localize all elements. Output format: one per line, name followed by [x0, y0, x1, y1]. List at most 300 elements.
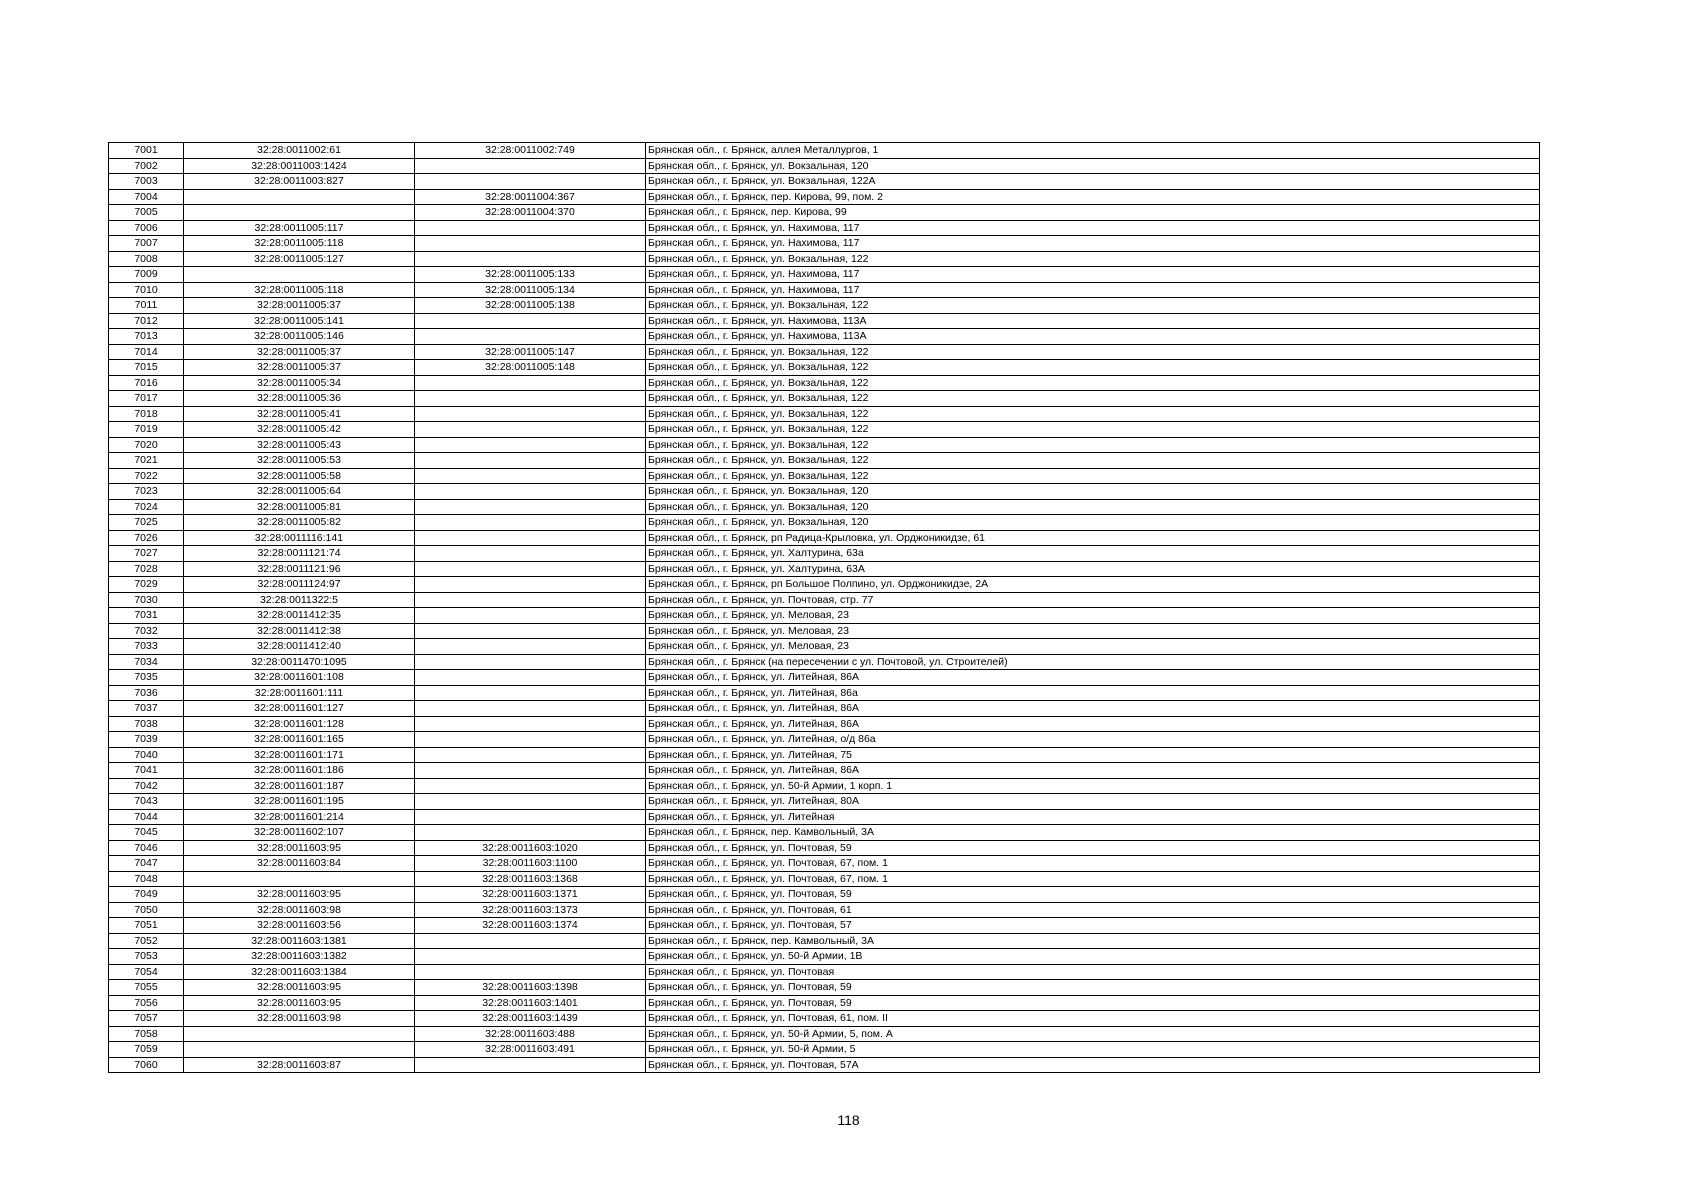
address-cell: Брянская обл., г. Брянск, ул. Вокзальная, 120 [646, 499, 1540, 515]
land-cadastral-number-cell: 32:28:0011601:165 [184, 732, 415, 748]
land-cadastral-number-cell: 32:28:0011002:61 [184, 143, 415, 159]
row-number-cell: 7006 [109, 220, 184, 236]
row-number-cell: 7050 [109, 902, 184, 918]
address-cell: Брянская обл., г. Брянск, пер. Камвольный, 3А [646, 825, 1540, 841]
object-cadastral-number-cell [415, 592, 646, 608]
table-row [109, 499, 1540, 515]
object-cadastral-number-cell [415, 422, 646, 438]
address-cell: Брянская обл., г. Брянск, ул. Нахимова, 117 [646, 267, 1540, 283]
table-row [109, 933, 1540, 949]
object-cadastral-number-cell: 32:28:0011005:147 [415, 344, 646, 360]
object-cadastral-number-cell [415, 313, 646, 329]
address-cell: Брянская обл., г. Брянск, ул. Литейная, 86А [646, 670, 1540, 686]
table-row [109, 592, 1540, 608]
table-row [109, 685, 1540, 701]
row-number-cell: 7031 [109, 608, 184, 624]
land-cadastral-number-cell: 32:28:0011603:84 [184, 856, 415, 872]
land-cadastral-number-cell: 32:28:0011005:117 [184, 220, 415, 236]
object-cadastral-number-cell [415, 158, 646, 174]
address-cell: Брянская обл., г. Брянск, ул. Литейная [646, 809, 1540, 825]
object-cadastral-number-cell: 32:28:0011005:148 [415, 360, 646, 376]
address-cell: Брянская обл., г. Брянск, ул. Вокзальная, 122 [646, 298, 1540, 314]
address-cell: Брянская обл., г. Брянск, ул. Нахимова, 113А [646, 313, 1540, 329]
row-number-cell: 7057 [109, 1011, 184, 1027]
table-row [109, 825, 1540, 841]
land-cadastral-number-cell [184, 1026, 415, 1042]
table-row [109, 546, 1540, 562]
row-number-cell: 7036 [109, 685, 184, 701]
object-cadastral-number-cell [415, 546, 646, 562]
address-cell: Брянская обл., г. Брянск, ул. Почтовая, 59 [646, 980, 1540, 996]
land-cadastral-number-cell: 32:28:0011603:95 [184, 980, 415, 996]
table-row [109, 608, 1540, 624]
land-cadastral-number-cell: 32:28:0011005:81 [184, 499, 415, 515]
land-cadastral-number-cell: 32:28:0011005:127 [184, 251, 415, 267]
table-row [109, 639, 1540, 655]
address-cell: Брянская обл., г. Брянск, ул. 50-й Армии, 5, пом. А [646, 1026, 1540, 1042]
row-number-cell: 7018 [109, 406, 184, 422]
table-row [109, 654, 1540, 670]
table-row [109, 856, 1540, 872]
land-cadastral-number-cell: 32:28:0011322:5 [184, 592, 415, 608]
row-number-cell: 7029 [109, 577, 184, 593]
address-cell: Брянская обл., г. Брянск, ул. Нахимова, 113А [646, 329, 1540, 345]
land-cadastral-number-cell: 32:28:0011601:187 [184, 778, 415, 794]
registry-table-body [109, 143, 1540, 1073]
row-number-cell: 7020 [109, 437, 184, 453]
object-cadastral-number-cell [415, 484, 646, 500]
row-number-cell: 7039 [109, 732, 184, 748]
land-cadastral-number-cell: 32:28:0011005:118 [184, 282, 415, 298]
object-cadastral-number-cell [415, 174, 646, 190]
land-cadastral-number-cell: 32:28:0011601:195 [184, 794, 415, 810]
object-cadastral-number-cell [415, 670, 646, 686]
land-cadastral-number-cell: 32:28:0011603:87 [184, 1057, 415, 1073]
address-cell: Брянская обл., г. Брянск, ул. Халтурина, 63а [646, 546, 1540, 562]
table-row [109, 205, 1540, 221]
address-cell: Брянская обл., г. Брянск, ул. Почтовая, 61, пом. II [646, 1011, 1540, 1027]
land-cadastral-number-cell: 32:28:0011603:1382 [184, 949, 415, 965]
address-cell: Брянская обл., г. Брянск (на пересечении с ул. Почтовой, ул. Строителей) [646, 654, 1540, 670]
address-cell: Брянская обл., г. Брянск, ул. Вокзальная, 120 [646, 158, 1540, 174]
address-cell: Брянская обл., г. Брянск, рп Радица-Крыловка, ул. Орджоникидзе, 61 [646, 530, 1540, 546]
address-cell: Брянская обл., г. Брянск, ул. Вокзальная, 120 [646, 515, 1540, 531]
address-cell: Брянская обл., г. Брянск, ул. Вокзальная, 122 [646, 391, 1540, 407]
row-number-cell: 7040 [109, 747, 184, 763]
land-cadastral-number-cell: 32:28:0011005:64 [184, 484, 415, 500]
address-cell: Брянская обл., г. Брянск, ул. Литейная, 75 [646, 747, 1540, 763]
address-cell: Брянская обл., г. Брянск, ул. Вокзальная, 122 [646, 251, 1540, 267]
row-number-cell: 7011 [109, 298, 184, 314]
row-number-cell: 7012 [109, 313, 184, 329]
object-cadastral-number-cell: 32:28:0011603:1020 [415, 840, 646, 856]
address-cell: Брянская обл., г. Брянск, аллея Металлургов, 1 [646, 143, 1540, 159]
row-number-cell: 7014 [109, 344, 184, 360]
table-row [109, 918, 1540, 934]
object-cadastral-number-cell: 32:28:0011004:370 [415, 205, 646, 221]
address-cell: Брянская обл., г. Брянск, ул. Меловая, 23 [646, 608, 1540, 624]
address-cell: Брянская обл., г. Брянск, ул. Нахимова, 117 [646, 236, 1540, 252]
object-cadastral-number-cell [415, 453, 646, 469]
row-number-cell: 7053 [109, 949, 184, 965]
row-number-cell: 7056 [109, 995, 184, 1011]
object-cadastral-number-cell [415, 499, 646, 515]
object-cadastral-number-cell [415, 406, 646, 422]
table-row [109, 143, 1540, 159]
object-cadastral-number-cell [415, 220, 646, 236]
address-cell: Брянская обл., г. Брянск, ул. Меловая, 23 [646, 639, 1540, 655]
object-cadastral-number-cell: 32:28:0011603:1100 [415, 856, 646, 872]
row-number-cell: 7049 [109, 887, 184, 903]
row-number-cell: 7046 [109, 840, 184, 856]
table-row [109, 623, 1540, 639]
land-cadastral-number-cell: 32:28:0011412:38 [184, 623, 415, 639]
row-number-cell: 7021 [109, 453, 184, 469]
address-cell: Брянская обл., г. Брянск, ул. Литейная, 80А [646, 794, 1540, 810]
table-row [109, 887, 1540, 903]
object-cadastral-number-cell [415, 639, 646, 655]
object-cadastral-number-cell: 32:28:0011603:1371 [415, 887, 646, 903]
object-cadastral-number-cell [415, 747, 646, 763]
land-cadastral-number-cell: 32:28:0011603:95 [184, 887, 415, 903]
row-number-cell: 7047 [109, 856, 184, 872]
address-cell: Брянская обл., г. Брянск, ул. Почтовая [646, 964, 1540, 980]
address-cell: Брянская обл., г. Брянск, ул. Вокзальная, 122 [646, 375, 1540, 391]
table-row [109, 251, 1540, 267]
address-cell: Брянская обл., г. Брянск, ул. Нахимова, 117 [646, 282, 1540, 298]
land-cadastral-number-cell: 32:28:0011121:96 [184, 561, 415, 577]
address-cell: Брянская обл., г. Брянск, ул. Почтовая, 67, пом. 1 [646, 856, 1540, 872]
address-cell: Брянская обл., г. Брянск, ул. 50-й Армии, 1В [646, 949, 1540, 965]
address-cell: Брянская обл., г. Брянск, ул. Вокзальная, 122 [646, 344, 1540, 360]
row-number-cell: 7008 [109, 251, 184, 267]
row-number-cell: 7010 [109, 282, 184, 298]
row-number-cell: 7026 [109, 530, 184, 546]
object-cadastral-number-cell: 32:28:0011005:138 [415, 298, 646, 314]
object-cadastral-number-cell [415, 251, 646, 267]
object-cadastral-number-cell [415, 701, 646, 717]
land-cadastral-number-cell: 32:28:0011005:118 [184, 236, 415, 252]
table-row [109, 1057, 1540, 1073]
row-number-cell: 7005 [109, 205, 184, 221]
table-row [109, 453, 1540, 469]
address-cell: Брянская обл., г. Брянск, ул. Вокзальная, 122 [646, 406, 1540, 422]
object-cadastral-number-cell: 32:28:0011603:1368 [415, 871, 646, 887]
object-cadastral-number-cell [415, 949, 646, 965]
row-number-cell: 7025 [109, 515, 184, 531]
table-row [109, 577, 1540, 593]
land-cadastral-number-cell: 32:28:0011603:95 [184, 840, 415, 856]
row-number-cell: 7045 [109, 825, 184, 841]
address-cell: Брянская обл., г. Брянск, пер. Кирова, 99 [646, 205, 1540, 221]
row-number-cell: 7007 [109, 236, 184, 252]
table-row [109, 468, 1540, 484]
land-cadastral-number-cell: 32:28:0011005:42 [184, 422, 415, 438]
land-cadastral-number-cell: 32:28:0011116:141 [184, 530, 415, 546]
object-cadastral-number-cell [415, 1057, 646, 1073]
row-number-cell: 7017 [109, 391, 184, 407]
land-cadastral-number-cell: 32:28:0011601:214 [184, 809, 415, 825]
table-row [109, 778, 1540, 794]
address-cell: Брянская обл., г. Брянск, пер. Камвольный, 3А [646, 933, 1540, 949]
land-cadastral-number-cell: 32:28:0011005:146 [184, 329, 415, 345]
address-cell: Брянская обл., г. Брянск, ул. Литейная, 86А [646, 701, 1540, 717]
address-cell: Брянская обл., г. Брянск, ул. Вокзальная, 122 [646, 422, 1540, 438]
table-row [109, 189, 1540, 205]
object-cadastral-number-cell: 32:28:0011004:367 [415, 189, 646, 205]
land-cadastral-number-cell: 32:28:0011005:43 [184, 437, 415, 453]
object-cadastral-number-cell: 32:28:0011603:488 [415, 1026, 646, 1042]
object-cadastral-number-cell [415, 685, 646, 701]
object-cadastral-number-cell [415, 933, 646, 949]
row-number-cell: 7033 [109, 639, 184, 655]
land-cadastral-number-cell: 32:28:0011003:1424 [184, 158, 415, 174]
object-cadastral-number-cell [415, 778, 646, 794]
land-cadastral-number-cell: 32:28:0011005:82 [184, 515, 415, 531]
object-cadastral-number-cell [415, 716, 646, 732]
row-number-cell: 7009 [109, 267, 184, 283]
table-row [109, 794, 1540, 810]
table-row [109, 422, 1540, 438]
address-cell: Брянская обл., г. Брянск, ул. Почтовая, 67, пом. 1 [646, 871, 1540, 887]
table-row [109, 298, 1540, 314]
object-cadastral-number-cell [415, 794, 646, 810]
table-row [109, 406, 1540, 422]
table-row [109, 1042, 1540, 1058]
object-cadastral-number-cell: 32:28:0011005:134 [415, 282, 646, 298]
object-cadastral-number-cell [415, 391, 646, 407]
table-row [109, 902, 1540, 918]
address-cell: Брянская обл., г. Брянск, ул. Литейная, 86А [646, 763, 1540, 779]
row-number-cell: 7002 [109, 158, 184, 174]
land-cadastral-number-cell: 32:28:0011601:128 [184, 716, 415, 732]
table-row [109, 670, 1540, 686]
land-cadastral-number-cell: 32:28:0011603:98 [184, 1011, 415, 1027]
row-number-cell: 7060 [109, 1057, 184, 1073]
object-cadastral-number-cell [415, 375, 646, 391]
land-cadastral-number-cell: 32:28:0011005:58 [184, 468, 415, 484]
object-cadastral-number-cell [415, 964, 646, 980]
table-row [109, 964, 1540, 980]
address-cell: Брянская обл., г. Брянск, ул. Халтурина, 63А [646, 561, 1540, 577]
land-cadastral-number-cell: 32:28:0011601:171 [184, 747, 415, 763]
land-cadastral-number-cell [184, 205, 415, 221]
row-number-cell: 7043 [109, 794, 184, 810]
table-row [109, 1026, 1540, 1042]
row-number-cell: 7038 [109, 716, 184, 732]
row-number-cell: 7019 [109, 422, 184, 438]
row-number-cell: 7035 [109, 670, 184, 686]
address-cell: Брянская обл., г. Брянск, рп Большое Полпино, ул. Орджоникидзе, 2А [646, 577, 1540, 593]
land-cadastral-number-cell: 32:28:0011601:111 [184, 685, 415, 701]
land-cadastral-number-cell: 32:28:0011121:74 [184, 546, 415, 562]
land-cadastral-number-cell: 32:28:0011602:107 [184, 825, 415, 841]
land-cadastral-number-cell: 32:28:0011005:36 [184, 391, 415, 407]
land-cadastral-number-cell: 32:28:0011003:827 [184, 174, 415, 190]
table-row [109, 732, 1540, 748]
table-row [109, 980, 1540, 996]
object-cadastral-number-cell [415, 577, 646, 593]
row-number-cell: 7030 [109, 592, 184, 608]
table-row [109, 809, 1540, 825]
land-cadastral-number-cell: 32:28:0011601:186 [184, 763, 415, 779]
row-number-cell: 7024 [109, 499, 184, 515]
object-cadastral-number-cell [415, 825, 646, 841]
address-cell: Брянская обл., г. Брянск, ул. Меловая, 23 [646, 623, 1540, 639]
object-cadastral-number-cell: 32:28:0011603:1373 [415, 902, 646, 918]
row-number-cell: 7001 [109, 143, 184, 159]
address-cell: Брянская обл., г. Брянск, пер. Кирова, 99, пом. 2 [646, 189, 1540, 205]
row-number-cell: 7052 [109, 933, 184, 949]
table-row [109, 391, 1540, 407]
address-cell: Брянская обл., г. Брянск, ул. Вокзальная, 122 [646, 468, 1540, 484]
table-row [109, 747, 1540, 763]
land-cadastral-number-cell: 32:28:0011005:34 [184, 375, 415, 391]
row-number-cell: 7016 [109, 375, 184, 391]
address-cell: Брянская обл., г. Брянск, ул. Литейная, о/д 86а [646, 732, 1540, 748]
object-cadastral-number-cell: 32:28:0011002:749 [415, 143, 646, 159]
table-row [109, 484, 1540, 500]
object-cadastral-number-cell [415, 437, 646, 453]
object-cadastral-number-cell: 32:28:0011603:1374 [415, 918, 646, 934]
table-row [109, 158, 1540, 174]
row-number-cell: 7054 [109, 964, 184, 980]
row-number-cell: 7022 [109, 468, 184, 484]
address-cell: Брянская обл., г. Брянск, ул. Почтовая, 59 [646, 995, 1540, 1011]
address-cell: Брянская обл., г. Брянск, ул. Почтовая, стр. 77 [646, 592, 1540, 608]
land-cadastral-number-cell: 32:28:0011005:37 [184, 344, 415, 360]
table-row [109, 437, 1540, 453]
object-cadastral-number-cell [415, 623, 646, 639]
object-cadastral-number-cell [415, 530, 646, 546]
object-cadastral-number-cell [415, 608, 646, 624]
row-number-cell: 7048 [109, 871, 184, 887]
address-cell: Брянская обл., г. Брянск, ул. Вокзальная, 122А [646, 174, 1540, 190]
object-cadastral-number-cell [415, 515, 646, 531]
table-row [109, 561, 1540, 577]
land-cadastral-number-cell: 32:28:0011005:141 [184, 313, 415, 329]
table-row [109, 267, 1540, 283]
land-cadastral-number-cell: 32:28:0011603:56 [184, 918, 415, 934]
row-number-cell: 7028 [109, 561, 184, 577]
address-cell: Брянская обл., г. Брянск, ул. Вокзальная, 122 [646, 360, 1540, 376]
table-row [109, 530, 1540, 546]
table-row [109, 375, 1540, 391]
land-cadastral-number-cell: 32:28:0011603:98 [184, 902, 415, 918]
row-number-cell: 7004 [109, 189, 184, 205]
table-row [109, 515, 1540, 531]
table-row [109, 313, 1540, 329]
land-cadastral-number-cell: 32:28:0011603:1384 [184, 964, 415, 980]
address-cell: Брянская обл., г. Брянск, ул. 50-й Армии, 5 [646, 1042, 1540, 1058]
land-cadastral-number-cell: 32:28:0011601:108 [184, 670, 415, 686]
row-number-cell: 7037 [109, 701, 184, 717]
row-number-cell: 7015 [109, 360, 184, 376]
row-number-cell: 7034 [109, 654, 184, 670]
land-cadastral-number-cell: 32:28:0011005:53 [184, 453, 415, 469]
registry-table [108, 142, 1540, 1073]
land-cadastral-number-cell: 32:28:0011005:41 [184, 406, 415, 422]
table-row [109, 329, 1540, 345]
address-cell: Брянская обл., г. Брянск, ул. Вокзальная, 122 [646, 453, 1540, 469]
row-number-cell: 7059 [109, 1042, 184, 1058]
row-number-cell: 7042 [109, 778, 184, 794]
address-cell: Брянская обл., г. Брянск, ул. Литейная, 86А [646, 716, 1540, 732]
land-cadastral-number-cell [184, 1042, 415, 1058]
land-cadastral-number-cell: 32:28:0011124:97 [184, 577, 415, 593]
land-cadastral-number-cell [184, 267, 415, 283]
land-cadastral-number-cell: 32:28:0011603:1381 [184, 933, 415, 949]
table-row [109, 220, 1540, 236]
table-row [109, 174, 1540, 190]
object-cadastral-number-cell [415, 468, 646, 484]
table-row [109, 1011, 1540, 1027]
row-number-cell: 7055 [109, 980, 184, 996]
land-cadastral-number-cell [184, 871, 415, 887]
address-cell: Брянская обл., г. Брянск, ул. Литейная, 86а [646, 685, 1540, 701]
table-row [109, 344, 1540, 360]
land-cadastral-number-cell: 32:28:0011601:127 [184, 701, 415, 717]
address-cell: Брянская обл., г. Брянск, ул. Вокзальная, 120 [646, 484, 1540, 500]
object-cadastral-number-cell: 32:28:0011603:1439 [415, 1011, 646, 1027]
row-number-cell: 7003 [109, 174, 184, 190]
object-cadastral-number-cell [415, 561, 646, 577]
land-cadastral-number-cell: 32:28:0011412:40 [184, 639, 415, 655]
row-number-cell: 7058 [109, 1026, 184, 1042]
row-number-cell: 7027 [109, 546, 184, 562]
land-cadastral-number-cell: 32:28:0011412:35 [184, 608, 415, 624]
address-cell: Брянская обл., г. Брянск, ул. Почтовая, 59 [646, 840, 1540, 856]
land-cadastral-number-cell: 32:28:0011005:37 [184, 298, 415, 314]
page-number: 118 [837, 1112, 860, 1128]
row-number-cell: 7051 [109, 918, 184, 934]
table-row [109, 871, 1540, 887]
object-cadastral-number-cell: 32:28:0011603:1401 [415, 995, 646, 1011]
object-cadastral-number-cell [415, 809, 646, 825]
table-row [109, 701, 1540, 717]
table-row [109, 716, 1540, 732]
object-cadastral-number-cell: 32:28:0011603:491 [415, 1042, 646, 1058]
object-cadastral-number-cell [415, 732, 646, 748]
row-number-cell: 7044 [109, 809, 184, 825]
address-cell: Брянская обл., г. Брянск, ул. Вокзальная, 122 [646, 437, 1540, 453]
address-cell: Брянская обл., г. Брянск, ул. 50-й Армии, 1 корп. 1 [646, 778, 1540, 794]
row-number-cell: 7013 [109, 329, 184, 345]
table-row [109, 236, 1540, 252]
row-number-cell: 7041 [109, 763, 184, 779]
registry-sheet [108, 142, 1539, 1073]
object-cadastral-number-cell [415, 236, 646, 252]
table-row [109, 360, 1540, 376]
table-row [109, 995, 1540, 1011]
address-cell: Брянская обл., г. Брянск, ул. Почтовая, 57 [646, 918, 1540, 934]
object-cadastral-number-cell [415, 763, 646, 779]
address-cell: Брянская обл., г. Брянск, ул. Почтовая, 61 [646, 902, 1540, 918]
table-row [109, 763, 1540, 779]
row-number-cell: 7023 [109, 484, 184, 500]
object-cadastral-number-cell: 32:28:0011005:133 [415, 267, 646, 283]
land-cadastral-number-cell: 32:28:0011005:37 [184, 360, 415, 376]
table-row [109, 840, 1540, 856]
address-cell: Брянская обл., г. Брянск, ул. Нахимова, 117 [646, 220, 1540, 236]
table-row [109, 282, 1540, 298]
table-row [109, 949, 1540, 965]
row-number-cell: 7032 [109, 623, 184, 639]
object-cadastral-number-cell [415, 329, 646, 345]
address-cell: Брянская обл., г. Брянск, ул. Почтовая, 59 [646, 887, 1540, 903]
land-cadastral-number-cell [184, 189, 415, 205]
address-cell: Брянская обл., г. Брянск, ул. Почтовая, 57А [646, 1057, 1540, 1073]
